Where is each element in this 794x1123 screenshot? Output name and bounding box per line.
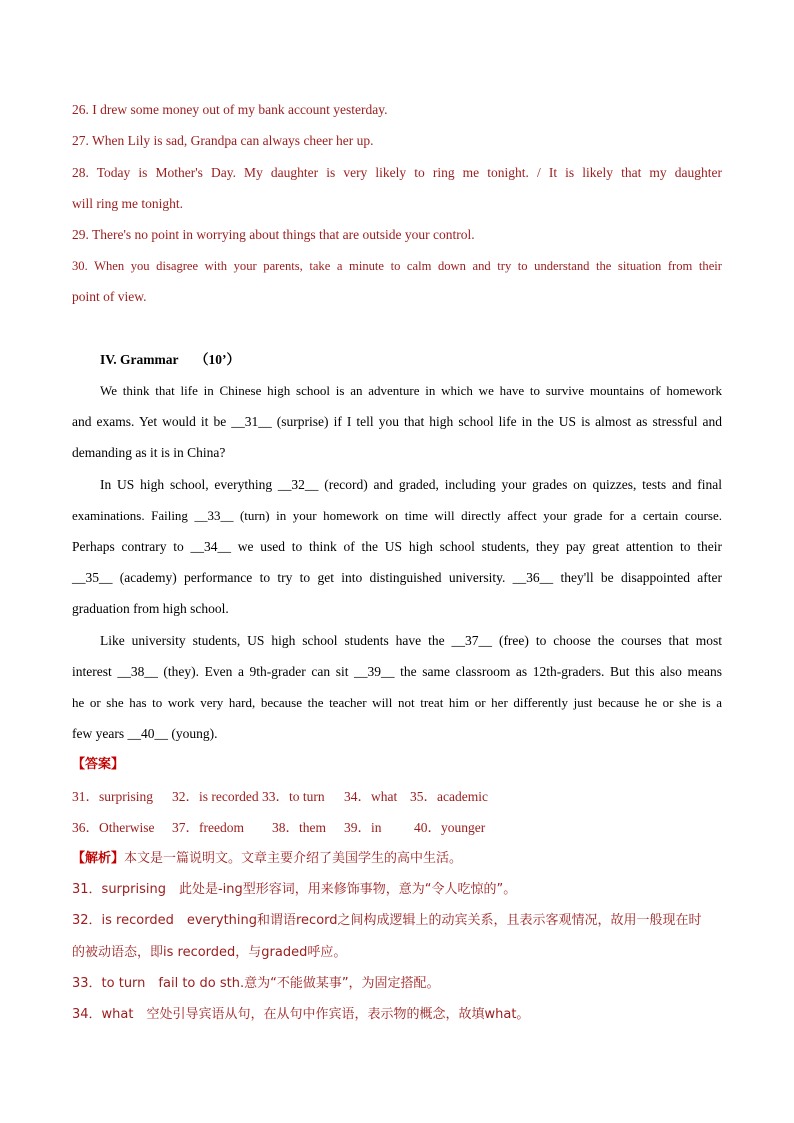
answer-32: 32．is recorded (172, 789, 259, 804)
answer-tag: 【答案】 (72, 757, 125, 772)
passage-line: Like university students, US high school students have the __37__ (free) to choose the courses that most (100, 633, 722, 648)
answer-35: 35．academic (410, 789, 488, 804)
passage-line: graduation from high school. (72, 601, 229, 616)
answer-37: 37．freedom (172, 820, 244, 835)
passage-line: interest __38__ (they). Even a 9th-grader can sit __39__ the same classroom as 12th-graders. But this also means (72, 664, 722, 679)
passage-line: few years __40__ (young). (72, 726, 218, 741)
answer-line-30: 30. When you disagree with your parents, take a minute to calm down and try to understand the situation from their (72, 259, 722, 273)
answer-39: 39．in (344, 820, 382, 835)
analysis-line: 31．surprising 此处是-ing型形容词，用来修饰事物，意为“令人吃惊的”。 (72, 882, 517, 897)
section-title: IV. Grammar (100, 352, 179, 367)
passage-line: examinations. Failing __33__ (turn) in your homework on time will directly affect your grade for a certain course. (72, 508, 722, 523)
answer-36: 36．Otherwise (72, 820, 155, 835)
answer-40: 40．younger (414, 820, 486, 835)
analysis-intro-line (72, 850, 722, 868)
section-score: （10’） (195, 352, 240, 367)
passage-line: Perhaps contrary to __34__ we used to think of the US high school students, they pay great attention to their (72, 539, 722, 554)
answer-line-28-cont: will ring me tonight. (72, 196, 183, 211)
analysis-line: 的被动语态，即is recorded，与graded呼应。 (72, 945, 347, 960)
answer-line-30-cont: point of view. (72, 289, 147, 304)
analysis-tag: 【解析】 (72, 851, 125, 866)
answer-34: 34．what (344, 789, 398, 804)
answer-row (72, 819, 722, 837)
passage-line: We think that life in Chinese high school is an adventure in which we have to survive mountains of homework (100, 383, 722, 398)
answer-line-27: 27. When Lily is sad, Grandpa can always cheer her up. (72, 133, 374, 148)
answer-line-29: 29. There's no point in worrying about things that are outside your control. (72, 227, 475, 242)
passage-line: In US high school, everything __32__ (record) and graded, including your grades on quizzes, tests and final (100, 477, 722, 492)
answer-31: 31．surprising (72, 789, 153, 804)
analysis-line: 34．what 空处引导宾语从句，在从句中作宾语，表示物的概念，故填what。 (72, 1007, 530, 1022)
analysis-line: 32．is recorded everything和谓语record之间构成逻辑上的动宾关系，且表示客观情况，故用一般现在时 (72, 913, 702, 928)
analysis-intro: 本文是一篇说明文。文章主要介绍了美国学生的高中生活。 (124, 851, 463, 866)
section-heading (100, 351, 722, 369)
passage-line: he or she has to work very hard, because the teacher will not treat him or her differently just because he or she is a (72, 695, 722, 710)
passage-line: demanding as it is in China? (72, 445, 226, 460)
answer-line-28: 28. Today is Mother's Day. My daughter is very likely to ring me tonight. / It is likely that my daughter (72, 165, 722, 180)
answer-line-26: 26. I drew some money out of my bank account yesterday. (72, 102, 388, 117)
passage-line: and exams. Yet would it be __31__ (surprise) if I tell you that high school life in the US is almost as stressful and (72, 414, 722, 429)
answer-33: 33．to turn (262, 789, 325, 804)
passage-line: __35__ (academy) performance to try to get into distinguished university. __36__ they'll be disappointed after (72, 570, 722, 585)
answer-row (72, 788, 722, 806)
answer-38: 38．them (272, 820, 326, 835)
analysis-line: 33．to turn fail to do sth.意为“不能做某事”，为固定搭配。 (72, 976, 440, 991)
